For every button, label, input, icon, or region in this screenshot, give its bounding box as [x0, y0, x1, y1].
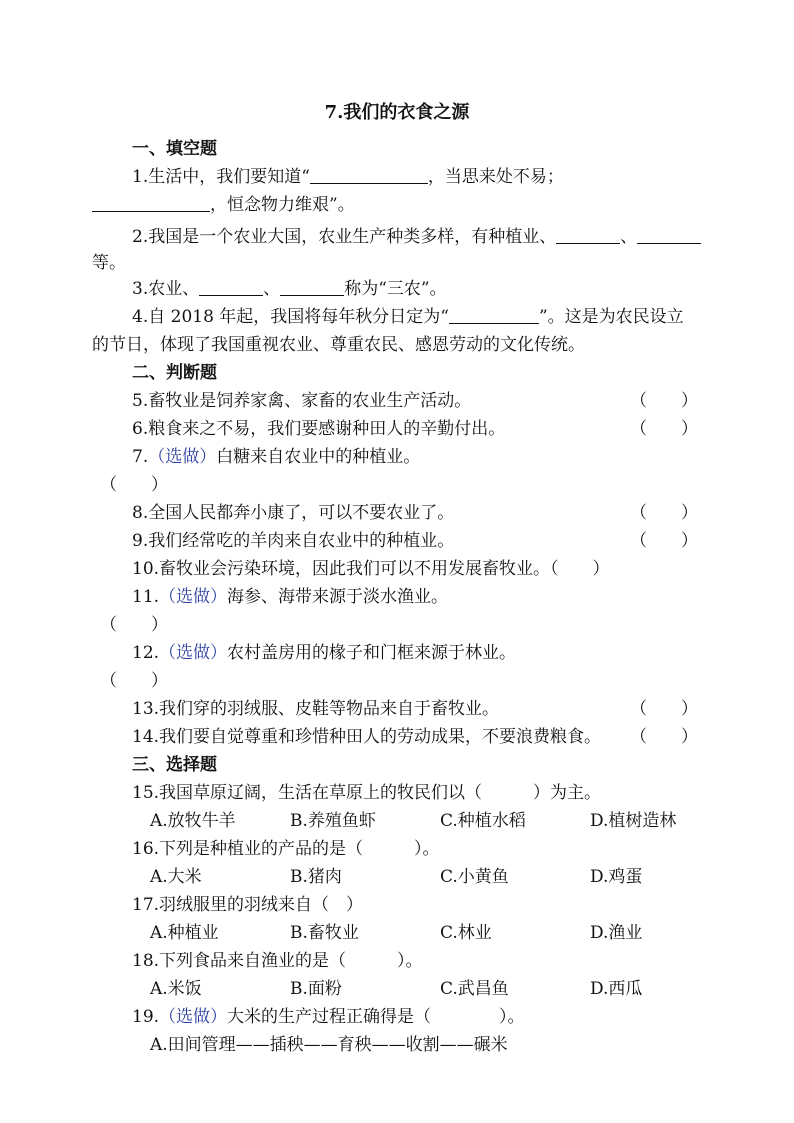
choice-option-b[interactable]: B.畜牧业: [290, 923, 359, 943]
question-9: 9.我们经常吃的羊肉来自农业中的种植业。: [132, 531, 455, 551]
answer-parens[interactable]: （ ）: [630, 503, 698, 523]
choice-option-c[interactable]: C.林业: [440, 923, 492, 943]
choice-option-d[interactable]: D.西瓜: [590, 979, 643, 999]
answer-parens[interactable]: （ ）: [630, 727, 698, 747]
choice-option-a[interactable]: A.放牧牛羊: [150, 811, 236, 831]
question-15: 15.我国草原辽阔，生活在草原上的牧民们以（ ）为主。: [132, 783, 602, 803]
choice-option-a[interactable]: A.田间管理——插秧——育秧——收割——碾米: [150, 1035, 508, 1055]
choice-option-b[interactable]: B.养殖鱼虾: [290, 811, 376, 831]
choice-option-a[interactable]: A.米饭: [150, 979, 202, 999]
answer-parens[interactable]: （ ）: [630, 531, 698, 551]
blank[interactable]: [280, 279, 344, 296]
choice-option-b[interactable]: B.面粉: [290, 979, 342, 999]
question-1-line1: 1.生活中，我们要知道“ ，当思来处不易；: [132, 167, 564, 187]
question-6: 6.粮食来之不易，我们要感谢种田人的辛勤付出。: [132, 419, 506, 439]
question-17: 17.羽绒服里的羽绒来自（ ）: [132, 895, 364, 915]
section-choice-heading: 三、选择题: [132, 755, 217, 775]
answer-parens[interactable]: （ ）: [630, 419, 698, 439]
question-2-line2: 等。: [92, 253, 126, 273]
page-title: 7.我们的衣食之源: [324, 102, 470, 123]
choice-option-c[interactable]: C.小黄鱼: [440, 867, 509, 887]
question-8: 8.全国人民都奔小康了，可以不要农业了。: [132, 503, 455, 523]
optional-tag: （选做）: [159, 643, 228, 663]
blank[interactable]: [92, 195, 210, 212]
question-13: 13.我们穿的羽绒服、皮鞋等物品来自于畜牧业。: [132, 699, 500, 719]
question-10: 10.畜牧业会污染环境，因此我们可以不用发展畜牧业。（ ）: [132, 559, 610, 579]
question-3: 3.农业、 、 称为“三农”。: [132, 279, 447, 299]
answer-parens[interactable]: （ ）: [100, 671, 168, 691]
blank[interactable]: [637, 227, 701, 244]
question-19: 19.（选做）大米的生产过程正确得是（ ）。: [132, 1007, 525, 1027]
answer-parens[interactable]: （ ）: [100, 615, 168, 635]
section-fill-heading: 一、填空题: [132, 139, 217, 159]
question-5: 5.畜牧业是饲养家禽、家畜的农业生产活动。: [132, 391, 472, 411]
question-4-line2: 的节日，体现了我国重视农业、尊重农民、感恩劳动的文化传统。: [92, 335, 585, 355]
choice-option-d[interactable]: D.鸡蛋: [590, 867, 643, 887]
section-judge-heading: 二、判断题: [132, 363, 217, 383]
question-11: 11.（选做）海参、海带来源于淡水渔业。: [132, 587, 449, 607]
answer-parens[interactable]: （ ）: [630, 699, 698, 719]
choice-option-c[interactable]: C.种植水稻: [440, 811, 526, 831]
question-2-line1: 2.我国是一个农业大国，农业生产种类多样，有种植业、 、: [132, 226, 701, 248]
blank[interactable]: [449, 307, 539, 324]
question-1-line2: ，恒念物力维艰”。: [92, 194, 355, 216]
question-18: 18.下列食品来自渔业的是（ ）。: [132, 951, 423, 971]
choice-option-d[interactable]: D.渔业: [590, 923, 643, 943]
answer-parens[interactable]: （ ）: [100, 475, 168, 495]
question-16: 16.下列是种植业的产品的是（ ）。: [132, 839, 440, 859]
blank[interactable]: [310, 167, 428, 184]
choice-option-d[interactable]: D.植树造林: [590, 811, 677, 831]
question-12: 12.（选做）农村盖房用的椽子和门框来源于林业。: [132, 643, 517, 663]
question-14: 14.我们要自觉尊重和珍惜种田人的劳动成果，不要浪费粮食。: [132, 727, 602, 747]
answer-parens[interactable]: （ ）: [630, 391, 698, 411]
blank[interactable]: [556, 227, 620, 244]
question-4-line1: 4.自 2018 年起，我国将每年秋分日定为“ ”。这是为农民设立: [132, 307, 684, 327]
blank[interactable]: [199, 279, 263, 296]
choice-option-a[interactable]: A.种植业: [150, 923, 219, 943]
choice-option-c[interactable]: C.武昌鱼: [440, 979, 509, 999]
optional-tag: （选做）: [159, 587, 228, 607]
question-7: 7.（选做）白糖来自农业中的种植业。: [132, 447, 421, 467]
optional-tag: （选做）: [159, 1007, 228, 1027]
answer-parens[interactable]: （ ）: [550, 559, 610, 579]
choice-option-a[interactable]: A.大米: [150, 867, 202, 887]
optional-tag: （选做）: [148, 447, 217, 467]
choice-option-b[interactable]: B.猪肉: [290, 867, 342, 887]
